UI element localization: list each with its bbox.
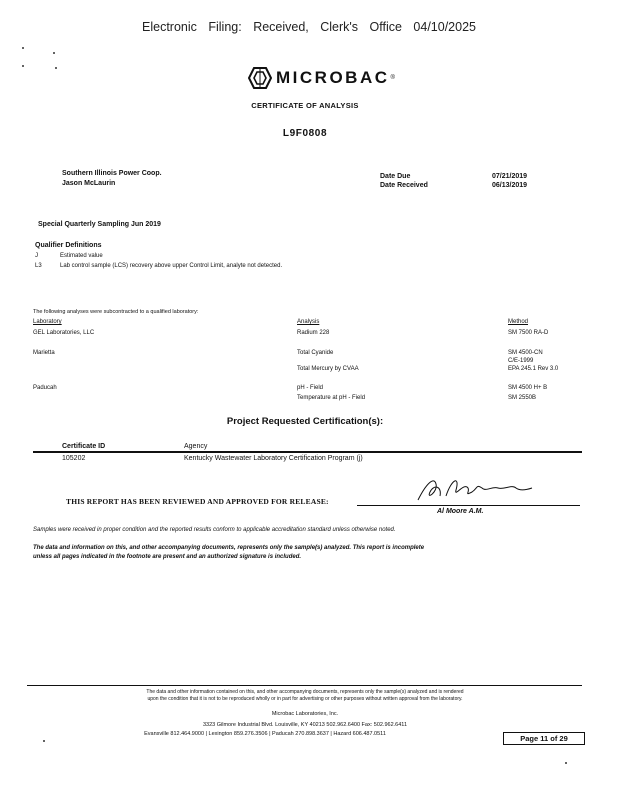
qualifier-code: J [35,253,38,259]
subcontract-analysis: pH - Field [297,385,324,391]
subcontract-analysis: Temperature at pH - Field [297,395,366,401]
client-company: Southern Illinois Power Coop. [62,170,162,177]
subcontract-lab: Marietta [33,350,55,356]
microbac-logo [248,67,395,89]
report-id: L9F0808 [282,128,328,139]
subcontract-method: SM 7500 RA-D [508,330,549,336]
project-name: Special Quarterly Sampling Jun 2019 [38,221,161,228]
footer-notice: The data and other information contained on this, and other accompanying documents, represents only the sample(s) analyzed and is rendered [146,689,464,695]
disclaimer-line: Samples were received in proper condition and the reported results conform to applicable accreditation standard unless otherwise noted. [33,527,396,533]
footer-address: 3323 Gilmore Industrial Blvd. Louisville, KY 40213 502.962.6400 Fax: 502.962.6411 [202,722,408,728]
scan-speck [53,52,55,54]
page-number: Page 11 of 29 [503,732,585,745]
subcontract-analysis: Total Cyanide [297,350,334,356]
certificate-title: CERTIFICATE OF ANALYSIS [251,101,359,110]
subcontract-intro: The following analyses were subcontracted to a qualified laboratory: [33,309,199,315]
subcontract-analysis: Total Mercury by CVAA [297,366,359,372]
subcontract-header-method: Method [508,319,529,325]
disclaimer-line: The data and information on this, and other accompanying documents, represents only the sample(s) analyzed. This report is incomplete [33,545,425,551]
cert-agency: Kentucky Wastewater Laboratory Certification Program (j) [184,455,363,462]
scan-speck [55,67,57,69]
logo-wordmark: MICROBAC [276,68,390,87]
date-due-label: Date Due [380,173,411,180]
subcontract-method: C/E-1999 [508,358,534,364]
qualifier-code: L3 [35,263,42,269]
signature [412,474,537,504]
approval-statement: THIS REPORT HAS BEEN REVIEWED AND APPROVED FOR RELEASE: [66,497,329,506]
logo-registered-mark: ® [390,75,395,81]
scan-speck [22,47,24,49]
subcontract-analysis: Radium 228 [297,330,330,336]
qualifier-heading: Qualifier Definitions [35,242,102,249]
subcontract-method: SM 4500 H+ B [508,385,548,391]
project-certifications-heading: Project Requested Certification(s): [226,416,384,427]
footer-company: Microbac Laboratories, Inc. [271,711,339,717]
subcontract-header-laboratory: Laboratory [33,319,62,325]
footer-rule [27,685,582,686]
scan-speck [43,740,45,742]
cert-id: 105202 [62,455,86,462]
signature-line [357,505,580,506]
subcontract-method: SM 4500-CN [508,350,543,356]
date-received-label: Date Received [380,182,428,189]
cert-table-rule [33,451,582,453]
subcontract-header-analysis: Analysis [297,319,320,325]
subcontract-lab: Paducah [33,385,57,391]
cert-header-agency: Agency [184,443,208,450]
subcontract-method: EPA 245.1 Rev 3.0 [508,366,559,372]
scan-speck [22,65,24,67]
client-contact: Jason McLaurin [62,180,116,187]
qualifier-desc: Estimated value [60,253,103,259]
date-received-value: 06/13/2019 [492,182,528,189]
filing-stamp: Electronic Filing: Received, Clerk's Office 04/10/2025 [142,20,476,34]
microbac-hexagon-logo-icon [248,67,272,89]
disclaimer-line: unless all pages indicated in the footnote are present and an authorized signature is included. [33,554,302,560]
date-due-value: 07/21/2019 [492,173,528,180]
footer-branches: Evansville 812.464.9000 | Lexington 859.276.3506 | Paducah 270.898.3637 | Hazard 606.487.0511 [144,731,386,737]
footer-notice: upon the condition that it is not to be reproduced wholly or in part for advertising or other purposes without written approval from the laboratory. [147,696,463,702]
subcontract-method: SM 2550B [508,395,537,401]
subcontract-lab: GEL Laboratories, LLC [33,330,95,336]
qualifier-desc: Lab control sample (LCS) recovery above upper Control Limit, analyte not detected. [60,263,283,269]
cert-header-id: Certificate ID [62,443,106,450]
scan-speck [565,762,567,764]
signer-name: Al Moore A.M. [437,508,484,515]
